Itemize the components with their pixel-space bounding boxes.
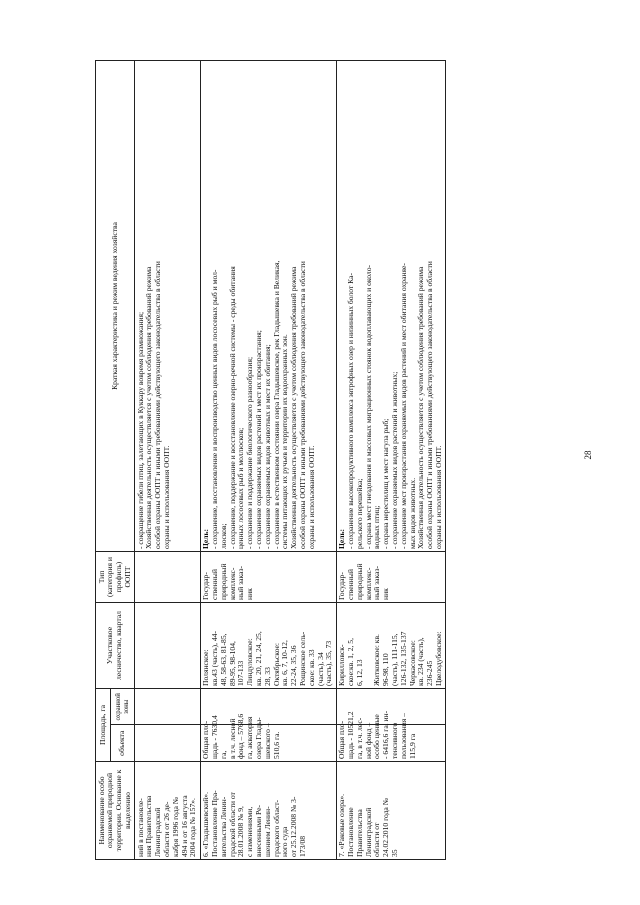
cell-type-line: природный: [354, 563, 364, 600]
cell-forest: [336, 603, 446, 689]
cell-forest-line: Кирилловск-: [337, 644, 347, 686]
cell-name-line: Постановление: [346, 807, 356, 857]
cell-name-line: ния Правительства: [144, 795, 154, 857]
cell-forest-line: Линдуловское:: [245, 638, 255, 686]
cell-forest-line: Рощинское сель-: [298, 631, 308, 686]
cell-name-line: градского област-: [271, 799, 281, 857]
cell-forest-line: 96-98, 110: [381, 653, 391, 686]
cell-characteristics-line: - сохранение в естественном состоянии озера Гладышевское, рек Гладышевка и Великая,: [271, 260, 281, 549]
cell-name-line: области от: [372, 822, 382, 857]
cell-name: [336, 762, 446, 860]
cell-characteristics-line: рельского перешейка;: [354, 478, 364, 549]
cell-characteristics-line: - сохранение, восстановление и воспроизводство ценных видов лососевых рыб и мол-: [210, 269, 220, 549]
cell-name-line: 173/08: [298, 835, 308, 857]
cell-characteristics-line: Хозяйственная деятельность осуществляется с учетом соблюдения требований режима: [289, 266, 299, 549]
cell-forest-line: (часть), 111-115,: [390, 633, 399, 686]
cell-area-object-line: щадь - 10521,2: [346, 711, 356, 759]
cell-area-object-line: га,: [218, 750, 228, 759]
cell-area-object-line: шевского –: [262, 723, 272, 759]
cell-type: [200, 552, 336, 603]
cell-area-object-line: особо ценные: [372, 714, 382, 759]
cell-forest: [200, 603, 336, 689]
cell-name-line: градской области от: [227, 792, 237, 857]
cell-characteristics-line: люсков;: [218, 523, 228, 549]
cell-forest-line: 48, 58-63, 81-85,: [218, 633, 228, 686]
cell-name-line: вительства Ленин-: [218, 796, 228, 857]
cell-area-zone: [200, 689, 336, 726]
cell-name-line: 6. «Гладышевский».: [201, 792, 211, 857]
cell-name-line: Ленинградской: [363, 807, 373, 857]
cell-characteristics-line: - сокращение гибели птиц, залетающих в Куккару вовремя размножания;: [135, 311, 145, 549]
table-row: [135, 61, 201, 860]
cell-characteristics-line: мых видов животных.: [407, 477, 417, 549]
header-area-group: Площадь, га: [96, 689, 111, 762]
cell-area-zone: [135, 689, 201, 726]
cell-forest-line: Полянское:: [201, 649, 211, 686]
table-header-row: [96, 61, 111, 860]
cell-forest-line: 126-132, 135-137: [398, 631, 408, 686]
cell-name-line: кабря 1996 года №: [170, 797, 180, 857]
cell-characteristics-line: водных птиц;: [372, 505, 382, 549]
cell-area-object-line: - 6416,6 га, ин-: [381, 710, 391, 759]
cell-type-line: ник: [381, 588, 391, 600]
cell-name: [200, 762, 336, 860]
cell-forest-line: ское:кв. 1, 2, 5,: [346, 638, 356, 686]
cell-area-object-line: в т.ч. лесной: [227, 718, 237, 759]
cell-name-line: от 25.12.2008 № 3-: [289, 796, 299, 857]
cell-characteristics-line: системы питающих их ручьев и территории их водоохранных зон.: [280, 334, 290, 549]
cell-name-line: Правительства: [354, 809, 364, 857]
cell-area-object-line: ной фонд –: [363, 722, 373, 759]
cell-characteristics: [135, 61, 201, 552]
cell-forest-line: Черкасовское:: [407, 640, 417, 686]
header-forest: Участковое лесничество, квартал: [96, 603, 135, 689]
cell-name-line: 7. «Раковые озера».: [337, 793, 347, 857]
cell-name-line: с изменениями,: [245, 806, 255, 857]
cell-area-object-line: озера Глады-: [254, 717, 264, 759]
page-number: 28: [583, 450, 593, 460]
cell-area-object-line: щадь - 7630,4: [210, 715, 220, 759]
cell-forest-line: кв. 6, 7, 10-12,: [280, 640, 290, 686]
cell-area-object: [200, 713, 336, 762]
cell-area-object: [135, 725, 201, 762]
cell-characteristics-line: - сохранение охраняемых видов животных и мест их обитания;: [262, 344, 272, 549]
cell-type-line: Государ-: [337, 572, 347, 600]
cell-forest-line: 28, 33: [262, 667, 272, 686]
cell-name-line: Постановление Пра-: [210, 790, 220, 857]
cell-characteristics-line: - охрана нерестилищ и мест нагула рыб;: [381, 418, 391, 549]
cell-type-line: природный: [218, 563, 228, 600]
cell-characteristics-line: - сохранение охраняемых видов растений и животных;: [390, 371, 399, 549]
cell-characteristics-line: особой охраны ООПТ и иными требованиями действующего законодательства в области: [153, 261, 163, 549]
table-row: [336, 61, 446, 860]
cell-characteristics-line: - сохранение охраняемых видов растений и мест их произрастания;: [254, 330, 264, 549]
cell-forest-line: кв. 234 (часть),: [416, 637, 426, 686]
cell-characteristics: [336, 61, 446, 552]
cell-characteristics-line: охраны и использования ООПТ.: [306, 445, 316, 549]
cell-area-object-line: га, акватория: [245, 716, 255, 759]
cell-characteristics: [200, 61, 336, 552]
cell-name-line: Ленинградской: [153, 807, 163, 857]
goal-label: Цель:: [337, 528, 347, 549]
cell-forest-line: Житковское: кв.: [372, 634, 382, 686]
cell-type-line: Государ-: [201, 572, 211, 600]
header-characteristics: Краткая характеристика и режим ведения хозяйства: [96, 61, 135, 552]
cell-forest-line: кв. 20, 21, 24, 25,: [254, 631, 264, 686]
cell-area-object-line: 510,6 га.: [271, 731, 281, 759]
cell-type-line: ственный: [346, 569, 356, 600]
cell-area-object: [336, 710, 446, 762]
cell-characteristics-line: Хозяйственная деятельность осуществляется с учетом соблюдения требований режима: [416, 266, 426, 549]
cell-type: [135, 552, 201, 603]
cell-name-line: 24.02.2010 года №: [381, 798, 391, 857]
cell-area-object-line: тенсивного: [390, 722, 399, 759]
cell-area-object-line: фонд – 5768,6: [236, 713, 246, 759]
cell-characteristics-line: Хозяйственная деятельность осуществляется с учетом соблюдения требований режима: [144, 266, 154, 549]
cell-characteristics-line: охраны и использования ООПТ.: [162, 445, 172, 549]
cell-characteristics-line: особой охраны ООПТ и иными требованиями действующего законодательства в области: [298, 261, 308, 549]
cell-name-line: 28.01.2008 № 9,: [236, 806, 246, 857]
header-type: Тип (категория и профиль) ООПТ: [96, 552, 135, 603]
cell-name-line: шением Ленин-: [262, 806, 272, 857]
cell-type-line: комплекс-: [227, 567, 237, 600]
cell-area-object-line: пользования –: [398, 713, 408, 759]
cell-type-line: ник: [245, 588, 255, 600]
protected-areas-table: [95, 60, 446, 860]
cell-characteristics-line: - сохранение, поддержание и восстановление озерно-речной системы - среды обитания: [227, 266, 237, 549]
cell-forest-line: 236-245: [425, 660, 435, 686]
cell-characteristics-line: особой охраны ООПТ и иными требованиями действующего законодательства в области: [425, 261, 435, 549]
cell-name-line: 35: [390, 849, 399, 857]
cell-forest-line: Октябрьское:: [271, 643, 281, 686]
cell-type-line: комплекс-: [363, 567, 373, 600]
cell-type-line: ный заказ-: [372, 566, 382, 600]
cell-area-object-line: Общая пло-: [201, 720, 211, 759]
cell-forest: [135, 603, 201, 689]
cell-type-line: ственный: [210, 569, 220, 600]
cell-forest-line: 22-24, 35, 36: [289, 645, 299, 686]
cell-forest-line: кв.43 (часть), 44-: [210, 631, 220, 686]
cell-characteristics-line: - охрана мест гнездования и массовых миграционных стоянок водоплавающих и около-: [363, 264, 373, 549]
cell-characteristics-line: охраны и использования ООПТ.: [433, 445, 443, 549]
cell-characteristics-line: - сохранение мест произрастания охраняемых видов растений и мест обитания охраняе-: [398, 263, 408, 549]
cell-name: [135, 762, 201, 860]
cell-characteristics-line: ценных лососевых рыб и моллюсков;: [236, 427, 246, 549]
cell-forest-line: 89-95, 98-104,: [227, 641, 237, 686]
cell-area-object-line: га, в т.ч. лес-: [354, 717, 364, 759]
cell-name-line: внесенными Ре-: [254, 804, 264, 857]
cell-type: [336, 552, 446, 603]
cell-characteristics-line: - сохранение и поддержание биологического разнообразия;: [245, 356, 255, 549]
cell-name-line: 494 и от 16 августа: [179, 795, 189, 857]
table-row: [200, 61, 336, 860]
header-area-object: объекта: [111, 725, 135, 762]
cell-forest-line: (часть), 34: [315, 652, 325, 686]
cell-name-line: области от 26 де-: [162, 801, 172, 857]
cell-type-line: ный заказ-: [236, 566, 246, 600]
cell-forest-line: 107-133: [236, 660, 246, 686]
cell-area-object-line: Общая пло-: [337, 720, 347, 759]
header-name: Наименование особо охраняемой природной территории. Основание к выделению: [96, 762, 135, 860]
cell-forest-line: 6, 12, 13: [354, 659, 364, 686]
cell-characteristics-line: - сохранение высокопродуктивного комплекса эвтрофных озер и низинных болот Ка-: [346, 272, 356, 549]
cell-name-line: ного суда: [280, 826, 290, 857]
cell-forest-line: Цвелодубовское:: [433, 631, 443, 686]
cell-forest-line: (часть), 35, 73: [324, 640, 334, 686]
header-area-zone: охранной зоны: [111, 689, 135, 726]
goal-label: Цель:: [201, 528, 211, 549]
cell-forest-line: ское: кв. 33: [306, 649, 316, 686]
cell-name-line: ний в постановле-: [135, 798, 145, 857]
rotated-page: [95, 60, 615, 860]
cell-name-line: 2004 года № 157».: [188, 798, 198, 857]
cell-area-object-line: 115,9 га: [407, 733, 417, 759]
